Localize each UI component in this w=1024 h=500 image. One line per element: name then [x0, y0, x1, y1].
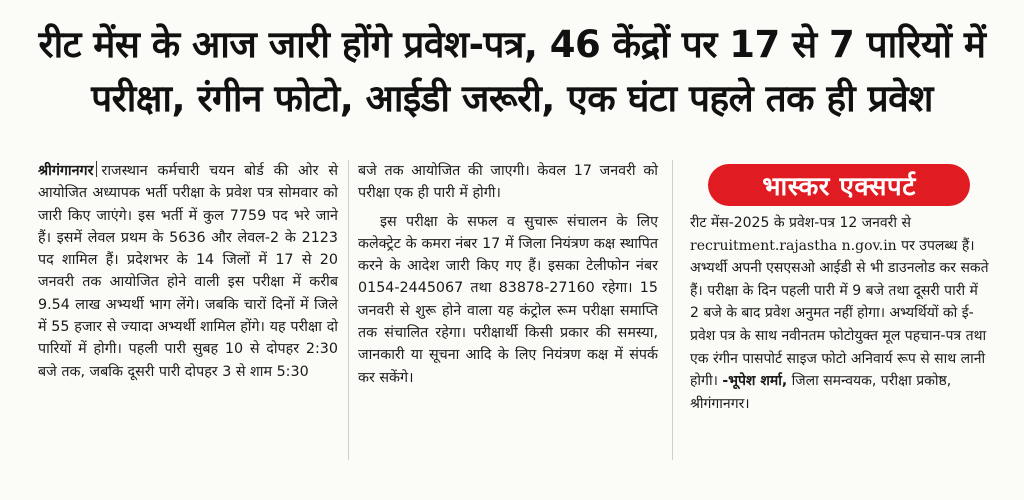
expert-badge [708, 164, 970, 206]
paragraph-text: राजस्थान कर्मचारी चयन बोर्ड की ओर से आयोजित अध्यापक भर्ती परीक्षा के प्रवेश पत्र सोमवार को जारी किए जाएंगे। इस भर्ती में कुल 7759 पद भरे जाने हैं। इसमें लेवल प्रथम के 5636 और लेवल-2 के 2123 पद शामिल हैं। प्रदेशभर के 14 जिलों में 17 से 20 जनवरी तक आयोजित होने वाली इस परीक्षा में करीब 9.54 लाख अभ्यर्थी भाग लेंगे। जबकि चारों दिनों में जिले में 55 हजार से ज्यादा अभ्यर्थी शामिल होंगे। यह परीक्षा दो पारियों में होगी। पहली पारी सुबह 10 से दोपहर 2:30 बजे तक, जबकि दूसरी पारी दोपहर 3 से शाम 5:30 [38, 163, 338, 380]
headline: रीट मेंस के आज जारी होंगे प्रवेश-पत्र, 46 केंद्रों पर 17 से 7 पारियों में परीक्षा, रंगीन फोटो, आईडी जरूरी, एक घंटा पहले तक ही प्रवेश [38, 23, 986, 120]
expert-badge-label: भास्कर एक्सपर्ट [762, 172, 916, 202]
expert-role: जिला समन्वयक, परीक्षा प्रकोष्ठ, श्रीगंगानगर। [690, 373, 952, 412]
paragraph [38, 160, 338, 383]
column-divider [348, 160, 349, 460]
expert-byline: -भूपेश शर्मा, [722, 373, 788, 390]
expert-text: रीट मेंस-2025 के प्रवेश-पत्र 12 जनवरी से [690, 215, 911, 231]
website-link: recruitment.rajastha n.gov.in [690, 237, 897, 254]
article-column-2 [358, 160, 658, 395]
column-divider [672, 160, 673, 460]
paragraph: इस परीक्षा के सफल व सुचारू संचालन के लिए कलेक्ट्रेट के कमरा नंबर 17 में जिला नियंत्रण कक्ष स्थापित करने के आदेश जारी किए गए हैं। इसका टेलीफोन नंबर 0154-2445067 तथा 83878-27160 रहेगा। 15 जनवरी से शुरू होने वाला यह कंट्रोल रूम परीक्षा समाप्ति तक संचालित रहेगा। परीक्षार्थी किसी प्रकार की समस्या, जानकारी या सूचना आदि के लिए नियंत्रण कक्ष में संपर्क कर सकेंगे। [358, 213, 658, 386]
paragraph: बजे तक आयोजित की जाएगी। केवल 17 जनवरी को परीक्षा एक ही पारी में होगी। [358, 163, 658, 202]
dateline: श्रीगंगानगर [38, 163, 94, 179]
article-column-1 [38, 160, 338, 389]
expert-box [690, 212, 990, 415]
expert-text: पर उपलब्ध हैं। अभ्यर्थी अपनी एसएसओ आईडी से भी डाउनलोड कर सकते हैं। परीक्षा के दिन पहली पारी में 9 बजे तथा दूसरी पारी में 2 बजे के बाद प्रवेश अनुमत नहीं होगा। अभ्यर्थियों को ई-प्रवेश पत्र के साथ नवीनतम फोटोयुक्त मूल पहचान-पत्र तथा एक रंगीन पासपोर्ट साइज फोटो अनिवार्य रूप से साथ लानी होगी। [690, 237, 989, 390]
dateline-divider [96, 161, 97, 177]
